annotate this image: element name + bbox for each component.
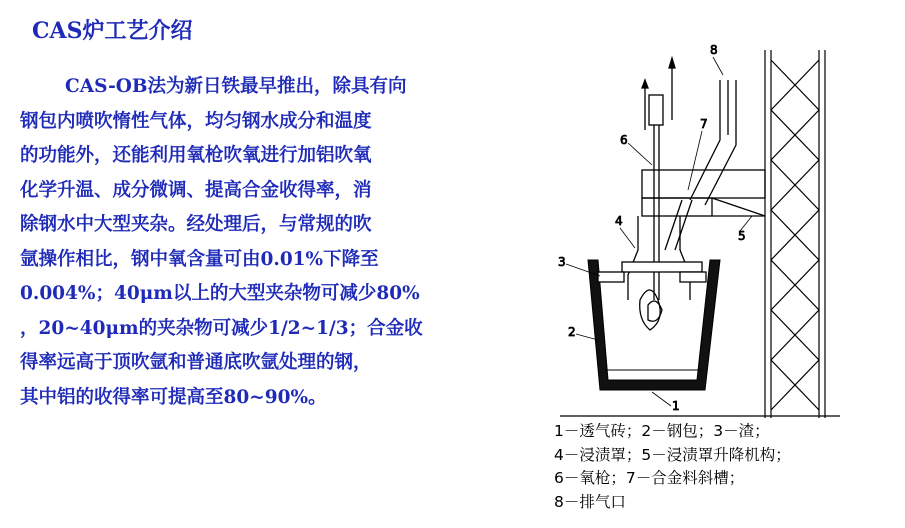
label-8: 8 <box>710 43 718 57</box>
legend-line: 6－氧枪；7－合金料斜槽； <box>554 469 745 487</box>
paragraph-line: ，20~40μm的夹杂物可减少1/2~1/3；合金收 <box>20 317 423 339</box>
paragraph-line: 其中铝的收得率可提高至80~90%。 <box>20 386 327 408</box>
slide-title: CAS炉工艺介绍 <box>32 18 193 44</box>
legend-line: 4－浸渍罩；5－浸渍罩升降机构； <box>554 445 791 464</box>
diagram-legend <box>554 420 791 514</box>
legend-line: 8－排气口 <box>554 492 626 511</box>
hood-platform <box>642 170 765 216</box>
exhaust-duct <box>690 80 736 205</box>
paragraph-line: 化学升温、成分微调、提高合金收得率，消 <box>20 179 372 201</box>
paragraph-line: 氩操作相比，钢中氧含量可由0.01%下降至 <box>20 248 379 270</box>
slag-layer <box>598 272 706 282</box>
paragraph-line: 0.004%；40μm以上的大型夹杂物可减少80% <box>20 283 420 304</box>
alloy-chute <box>665 200 692 250</box>
support-tower <box>765 50 825 418</box>
label-6: 6 <box>620 133 628 147</box>
label-4: 4 <box>615 214 623 228</box>
paragraph-line: 除钢水中大型夹杂。经处理后，与常规的吹 <box>20 214 372 235</box>
paragraph-line: 钢包内喷吹惰性气体，均匀钢水成分和温度 <box>20 110 372 132</box>
label-5: 5 <box>738 229 746 243</box>
paragraph-line: CAS-OB法为新日铁最早推出，除具有向 <box>65 76 407 97</box>
cas-furnace-diagram <box>540 40 840 420</box>
paragraph-line: 得率远高于顶吹氩和普通底吹氩处理的钢， <box>20 352 372 373</box>
label-3: 3 <box>558 255 566 269</box>
paragraph-line: 的功能外，还能利用氧枪吹氧进行加铝吹氧 <box>20 145 372 166</box>
label-7: 7 <box>700 117 708 131</box>
label-2: 2 <box>568 325 576 339</box>
legend-line: 1－透气砖；2－钢包；3－渣； <box>554 422 770 440</box>
description-paragraph <box>20 70 500 415</box>
label-1: 1 <box>672 399 680 413</box>
